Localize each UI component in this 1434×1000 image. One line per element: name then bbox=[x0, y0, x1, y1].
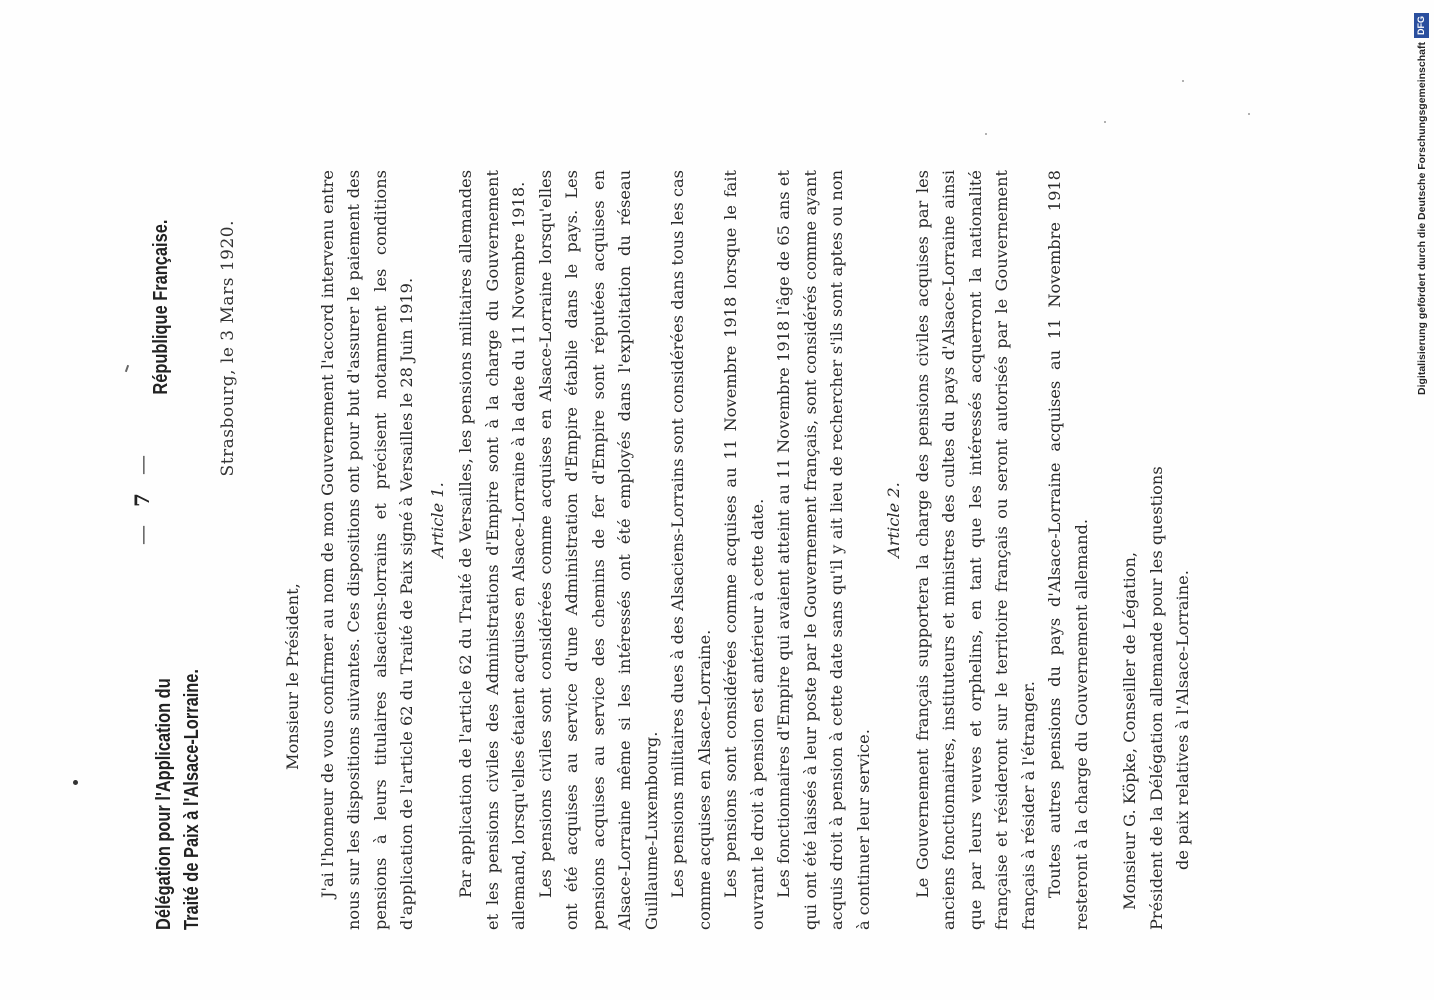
delegation-heading bbox=[150, 669, 206, 930]
rotated-letter bbox=[130, 130, 1290, 930]
scan-speck bbox=[1182, 80, 1184, 82]
page-dash-right: — bbox=[130, 455, 154, 476]
digitization-credit bbox=[1414, 13, 1429, 395]
addressee-title-cont: de paix relatives à l'Alsace-Lorraine. bbox=[1173, 570, 1192, 870]
article-1-paragraph: Les fonctionnaires d'Empire qui avaient atteint au 11 Novembre 1918 l'âge de 65 ans et qui ont été laissés à leur poste par le Gouvernement français, sont considérés comme ayant acquis droit à pension à cette date sans qu'il y ait lieu de rechercher s'ils sont aptes ou non à continuer leur service. bbox=[774, 170, 873, 930]
delegation-heading-line1: Délégation pour l'Application du bbox=[153, 678, 175, 930]
intro-paragraph: J'ai l'honneur de vous confirmer au nom de mon Gouvernement l'accord intervenu entre nous sur les dispositions suivantes. Ces dispositions ont pour but d'assurer le paiement des pensions à leurs titulaires alsaciens-lorrains et précisent notamment les conditions d'application de l'article 62 du Traité de Paix signé à Versailles le 28 Juin 1919. bbox=[317, 170, 416, 930]
scan-dot-mark bbox=[73, 780, 78, 785]
dateline: Strasbourg, le 3 Mars 1920. bbox=[218, 220, 238, 477]
scan-tick-mark bbox=[125, 365, 129, 372]
article-2-paragraph: Toutes autres pensions du pays d'Alsace-Lorraine acquises au 11 Novembre 1918 resteront à la charge du Gouvernement allemand. bbox=[1045, 170, 1091, 930]
page-number-value: 7 bbox=[130, 493, 154, 507]
republic-heading: République Française. bbox=[150, 220, 172, 395]
article-1-paragraph: Par application de l'article 62 du Traité de Versailles, les pensions militaires allemandes et les pensions civiles des Administrations d'Empire sont à la charge du Gouvernement allemand, lorsqu'elles étaient acquises en Alsace-Lorraine à la date du 11 Novembre 1918. bbox=[456, 170, 528, 930]
article-2-paragraph: Le Gouvernement français supportera la charge des pensions civiles acquises par les anciens fonctionnaires, instituteurs et ministres des cultes du pays d'Alsace-Lorraine ainsi que par leurs veuves et orphelins, en tant que les intéressés acquerront la nationalité française et résideront sur le territoire français ou seront autorisés par le Gouvernement français à résider à l'étranger. bbox=[912, 170, 1038, 930]
dfg-logo: DFG bbox=[1414, 13, 1429, 38]
addressee-block bbox=[1117, 170, 1197, 930]
scan-speck bbox=[1104, 121, 1106, 123]
scan-speck bbox=[1248, 113, 1250, 115]
article-1-paragraph: Les pensions civiles sont considérées comme acquises en Alsace-Lorraine lorsqu'elles ont été acquises au service d'une Administration d'Empire établie dans le pays. Les pensions acquises au service des chemins de fer d'Empire sont réputées acquises en Alsace-Lorraine même si les intéressés ont été employés dans l'exploitation du réseau Guillaume-Luxembourg. bbox=[535, 170, 661, 930]
page-dash-left: — bbox=[130, 524, 154, 545]
salutation: Monsieur le Président, bbox=[283, 583, 302, 770]
article-1-paragraph: Les pensions sont considérées comme acquises au 11 Novembre 1918 lorsque le fait ouvrant le droit à pension est antérieur à cette date. bbox=[721, 170, 767, 930]
article-1-paragraph: Les pensions militaires dues à des Alsaciens-Lorrains sont considérées dans tous les cas comme acquises en Alsace-Lorraine. bbox=[668, 170, 714, 930]
article-1-title: Article 1. bbox=[427, 482, 447, 558]
letter-body bbox=[280, 170, 1197, 930]
addressee-name: Monsieur G. Köpke, Conseiller de Légation, bbox=[1120, 551, 1139, 910]
delegation-heading-line2: Traité de Paix à l'Alsace-Lorraine. bbox=[181, 669, 203, 930]
addressee-title: Président de la Délégation allemande pour les questions bbox=[1146, 466, 1166, 930]
article-2-title: Article 2. bbox=[884, 482, 903, 558]
scan-speck bbox=[985, 133, 987, 135]
page-number bbox=[130, 430, 154, 570]
credit-text: Digitalisierung gefördert durch die Deutsche Forschungsgemeinschaft bbox=[1415, 42, 1428, 395]
